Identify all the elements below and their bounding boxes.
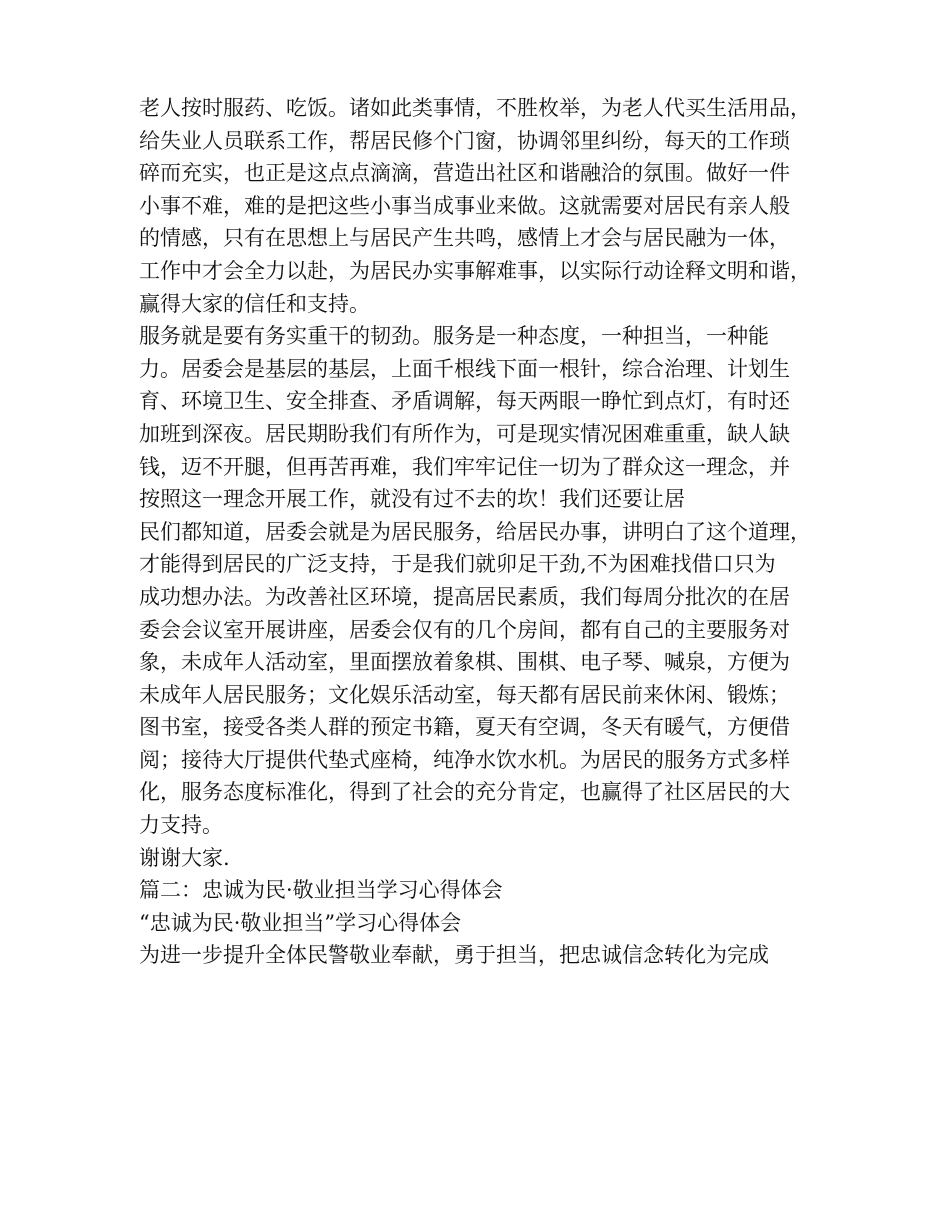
text-line: 阅；接待大厅提供代垫式座椅，纯净水饮水机。为居民的服务方式多样 [139, 747, 790, 772]
text-line: 的情感，只有在思想上与居民产生共鸣，感情上才会与居民融为一体， [139, 226, 790, 251]
article-title: “忠诚为民·敬业担当”学习心得体会 [139, 910, 462, 935]
text-line: 碎而充实，也正是这点点滴滴，营造出社区和谐融洽的氛围。做好一件 [139, 161, 790, 186]
text-line: 未成年人居民服务；文化娱乐活动室，每天都有居民前来休闲、锻炼； [139, 682, 790, 707]
text-line: 成功想办法。为改善社区环境，提高居民素质，我们每周分批次的在居 [139, 584, 790, 609]
text-line: 才能得到居民的广泛支持，于是我们就卯足干劲,不为困难找借口只为 [139, 552, 776, 577]
text-line: 老人按时服药、吃饭。诸如此类事情，不胜枚举，为老人代买生活用品， [139, 96, 811, 120]
text-line: 谢谢大家. [139, 845, 230, 870]
text-line: 化，服务态度标准化，得到了社会的充分肯定，也赢得了社区居民的大 [139, 780, 790, 805]
document-body [139, 92, 839, 972]
text-line: 给失业人员联系工作，帮居民修个门窗，协调邻里纠纷，每天的工作琐 [139, 128, 790, 153]
text-line: 力支持。 [139, 813, 223, 838]
text-line: 钱，迈不开腿，但再苦再难，我们牢牢记住一切为了群众这一理念，并 [139, 454, 790, 479]
text-line: 小事不难，难的是把这些小事当成事业来做。这就需要对居民有亲人般 [139, 193, 790, 218]
text-line: 工作中才会全力以赴，为居民办实事解难事，以实际行动诠释文明和谐， [139, 258, 811, 283]
text-line: 图书室，接受各类人群的预定书籍，夏天有空调，冬天有暖气，方便借 [139, 715, 790, 740]
text-line: 赢得大家的信任和支持。 [139, 291, 370, 316]
text-line: 为进一步提升全体民警敬业奉献，勇于担当，把忠诚信念转化为完成 [139, 943, 769, 968]
text-line: 服务就是要有务实重干的韧劲。服务是一种态度，一种担当，一种能 [139, 324, 769, 349]
text-line: 按照这一理念开展工作，就没有过不去的坎！我们还要让居 [139, 487, 685, 512]
text-line: 民们都知道，居委会就是为居民服务，给居民办事，讲明白了这个道理， [139, 519, 811, 544]
text-line: 象，未成年人活动室，里面摆放着象棋、围棋、电子琴、喊泉，方便为 [139, 650, 790, 675]
section-heading: 篇二：忠诚为民·敬业担当学习心得体会 [139, 878, 503, 903]
text-line: 委会会议室开展讲座，居委会仅有的几个房间，都有自己的主要服务对 [139, 617, 790, 642]
text-line: 力。居委会是基层的基层，上面千根线下面一根针，综合治理、计划生 [139, 356, 790, 381]
text-line: 育、环境卫生、安全排查、矛盾调解，每天两眼一睁忙到点灯，有时还 [139, 389, 790, 414]
text-line: 加班到深夜。居民期盼我们有所作为，可是现实情况困难重重，缺人缺 [139, 421, 790, 446]
